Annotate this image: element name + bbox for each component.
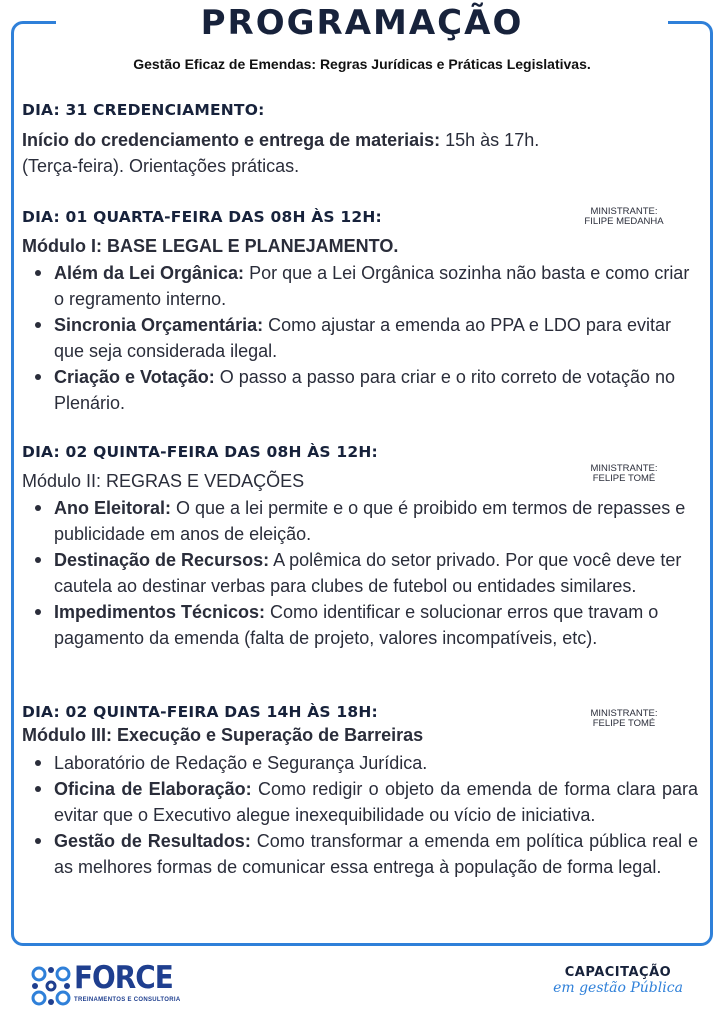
force-emblem-icon bbox=[30, 963, 72, 1009]
list-item: Sincronia Orçamentária: Como ajustar a emenda ao PPA e LDO para evitar que seja considerada ilegal. bbox=[32, 312, 698, 364]
day0-line2: (Terça-feira). Orientações práticas. bbox=[22, 156, 300, 176]
capacitacao-wordmark: CAPACITAÇÃO bbox=[564, 965, 672, 980]
capacitacao-script: em gestão Pública bbox=[553, 980, 683, 996]
day1-items bbox=[32, 260, 698, 416]
day2-items bbox=[32, 495, 698, 651]
list-item: Além da Lei Orgânica: Por que a Lei Orgânica sozinha não basta e como criar o regramento interno. bbox=[32, 260, 698, 312]
day1-heading: DIA: 01 QUARTA-FEIRA DAS 08H ÀS 12H: bbox=[22, 208, 382, 226]
day2-minister bbox=[559, 464, 689, 484]
list-item: Ano Eleitoral: O que a lei permite e o que é proibido em termos de repasses e publicidade em anos de eleição. bbox=[32, 495, 698, 547]
day3-items bbox=[32, 750, 698, 880]
force-wordmark: FORCE bbox=[74, 960, 173, 996]
day1-minister-label: MINISTRANTE: bbox=[590, 206, 658, 217]
day2-minister-label: MINISTRANTE: bbox=[590, 463, 658, 474]
force-logo bbox=[30, 960, 181, 1009]
list-item: Criação e Votação: O passo a passo para criar e o rito correto de votação no Plenário. bbox=[32, 364, 698, 416]
list-item: Gestão de Resultados: Como transformar a emenda em política pública real e as melhores formas de comunicar essa entrega à população de forma legal. bbox=[32, 828, 698, 880]
day3-heading: DIA: 02 QUINTA-FEIRA DAS 14H ÀS 18H: bbox=[22, 703, 378, 721]
day3-minister bbox=[559, 709, 689, 729]
day0-line1-rest: 15h às 17h. bbox=[440, 130, 540, 150]
page-title: PROGRAMAÇÃO bbox=[200, 3, 524, 43]
day2-minister-name: FELIPE TOMÉ bbox=[592, 473, 656, 484]
day3-minister-name: FELIPE TOMÉ bbox=[592, 718, 656, 729]
day0-heading: DIA: 31 CREDENCIAMENTO: bbox=[22, 101, 265, 119]
list-item: Oficina de Elaboração: Como redigir o objeto da emenda de forma clara para evitar que o Executivo alegue inexequibilidade ou vício de iniciativa. bbox=[32, 776, 698, 828]
list-item: Destinação de Recursos: A polêmica do setor privado. Por que você deve ter cautela ao destinar verbas para clubes de futebol ou entidades similares. bbox=[32, 547, 698, 599]
day2-module: Módulo II: REGRAS E VEDAÇÕES bbox=[22, 471, 305, 491]
day1-minister-name: FILIPE MEDANHA bbox=[584, 216, 664, 227]
day0-text bbox=[22, 127, 682, 179]
day3-minister-label: MINISTRANTE: bbox=[590, 708, 658, 719]
day1-module: Módulo I: BASE LEGAL E PLANEJAMENTO. bbox=[22, 236, 399, 256]
day1-minister bbox=[559, 207, 689, 227]
capacitacao-logo bbox=[548, 965, 688, 1011]
day0-line1-bold: Início do credenciamento e entrega de materiais: bbox=[22, 130, 441, 150]
list-item: Laboratório de Redação e Segurança Jurídica. bbox=[32, 750, 698, 776]
day3-module: Módulo III: Execução e Superação de Barreiras bbox=[22, 725, 424, 745]
page-subtitle: Gestão Eficaz de Emendas: Regras Jurídicas e Práticas Legislativas. bbox=[133, 56, 591, 72]
day2-heading: DIA: 02 QUINTA-FEIRA DAS 08H ÀS 12H: bbox=[22, 443, 378, 461]
list-item: Impedimentos Técnicos: Como identificar e solucionar erros que travam o pagamento da emenda (falta de projeto, valores incompatíveis, etc). bbox=[32, 599, 698, 651]
force-tagline: TREINAMENTOS E CONSULTORIA bbox=[74, 997, 181, 1003]
